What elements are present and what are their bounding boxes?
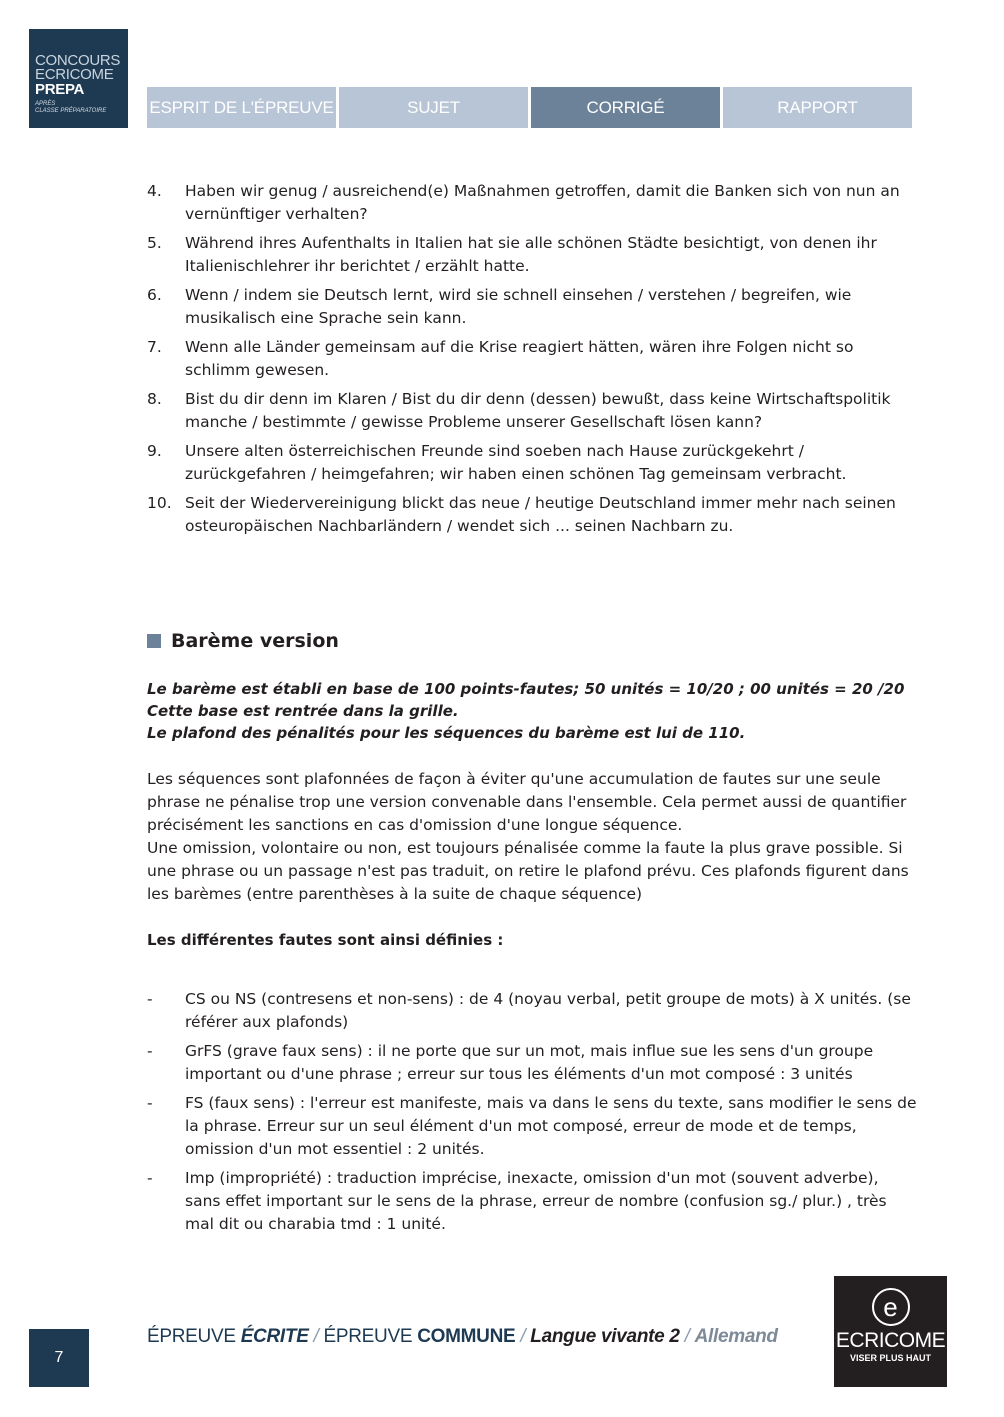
dash-bullet: - [147, 1042, 153, 1060]
translation-answers-list [147, 180, 917, 538]
list-item [147, 1092, 917, 1161]
list-item [147, 232, 917, 278]
tab-rapport[interactable]: RAPPORT [723, 87, 912, 128]
footer-epreuve-1: ÉPREUVE [147, 1326, 241, 1347]
section-title: Barème version [171, 630, 339, 652]
bareme-rules [147, 678, 917, 744]
list-item [147, 492, 917, 538]
paragraph-text: Une omission, volontaire ou non, est toujours pénalisée comme la faute la plus grave possible. Si une phrase ou un passage n'est pas traduit, on retire le plafond prévu. Ces plafonds figurent dans les barèmes (entre parenthèses à la suite de chaque séquence) [147, 839, 909, 903]
logo-line-ecricome: ECRICOME [35, 66, 114, 83]
bareme-rule-line: Le plafond des pénalités pour les séquences du barème est lui de 110. [147, 724, 746, 742]
dash-bullet: - [147, 1169, 153, 1187]
footer-separator: / [679, 1326, 695, 1347]
footer-ecrite: ÉCRITE [240, 1326, 309, 1347]
section-tabs [147, 87, 912, 128]
bareme-rule-line: Cette base est rentrée dans la grille. [147, 702, 459, 720]
list-item [147, 988, 917, 1034]
fault-text: CS ou NS (contresens et non-sens) : de 4 (noyau verbal, petit groupe de mots) à X unités. (se référer aux plafonds) [185, 990, 911, 1031]
item-text: Unsere alten österreichischen Freunde sind soeben nach Hause zurückgekehrt / zurückgefahren / heimgefahren; wir haben einen schönen Tag gemeinsam verbracht. [185, 442, 847, 483]
brand-name: ECRICOME [835, 1329, 946, 1352]
item-text: Haben wir genug / ausreichend(e) Maßnahmen getroffen, damit die Banken sich von nun an vernünftiger verhalten? [185, 182, 900, 223]
ecricome-brand-logo [834, 1276, 947, 1387]
list-item [147, 1040, 917, 1086]
tab-sujet[interactable]: SUJET [339, 87, 528, 128]
list-item [147, 284, 917, 330]
list-item [147, 440, 917, 486]
fault-text: Imp (impropriété) : traduction imprécise, inexacte, omission d'un mot (souvent adverbe), sans effet important sur le sens de la phrase, erreur de nombre (confusion sg./ plur.) , très mal dit ou charabia tmd : 1 unité. [185, 1169, 887, 1233]
footer-commune: COMMUNE [417, 1326, 516, 1347]
item-number: 9. [147, 442, 162, 460]
bareme-rule-line: Le barème est établi en base de 100 points-fautes; 50 unités = 10/20 ; 00 unités = 20 /20 [147, 680, 905, 698]
faults-list [147, 988, 917, 1236]
dash-bullet: - [147, 1094, 153, 1112]
fault-text: GrFS (grave faux sens) : il ne porte que sur un mot, mais influe sue les sens d'un groupe important ou d'une phrase ; erreur sur tous les éléments d'un mot composé : 3 unités [185, 1042, 874, 1083]
footer-langue-vivante: Langue vivante 2 [530, 1326, 680, 1347]
item-text: Wenn alle Länder gemeinsam auf die Krise reagiert hätten, wären ihre Folgen nicht so schlimm gewesen. [185, 338, 854, 379]
concours-ecricome-prepa-logo [29, 29, 128, 128]
item-number: 8. [147, 390, 162, 408]
item-number: 4. [147, 182, 162, 200]
explanation-paragraph [147, 768, 917, 906]
tab-corrige[interactable]: CORRIGÉ [531, 87, 720, 128]
item-number: 5. [147, 234, 162, 252]
item-text: Bist du dir denn im Klaren / Bist du dir denn (dessen) bewußt, dass keine Wirtschaftspolitik manche / bestimmte / gewisse Probleme unserer Gesellschaft lösen kann? [185, 390, 891, 431]
footer-allemand: Allemand [694, 1326, 778, 1347]
section-heading [147, 629, 917, 653]
logo-line-concours: CONCOURS [35, 52, 121, 69]
item-number: 10. [147, 494, 172, 512]
list-item [147, 180, 917, 226]
footer-title [147, 1326, 778, 1348]
square-bullet-icon [147, 634, 161, 648]
item-text: Wenn / indem sie Deutsch lernt, wird sie schnell einsehen / verstehen / begreifen, wie musikalisch eine Sprache sein kann. [185, 286, 852, 327]
list-item [147, 1167, 917, 1236]
footer-separator: / [308, 1326, 324, 1347]
logo-line-apres: APRÈS CLASSE PRÉPARATOIRE [35, 101, 107, 114]
item-number: 6. [147, 286, 162, 304]
main-content [147, 180, 917, 1242]
brand-tagline: VISER PLUS HAUT [849, 1353, 931, 1363]
paragraph-text: Les séquences sont plafonnées de façon à éviter qu'une accumulation de fautes sur une seule phrase ne pénalise trop une version convenable dans l'ensemble. Cela permet aussi de quantifier précisément les sanctions en cas d'omission d'une longue séquence. [147, 770, 907, 834]
ecricome-e-icon: e [872, 1288, 910, 1326]
fault-text: FS (faux sens) : l'erreur est manifeste, mais va dans le sens du texte, sans modifier le sens de la phrase. Erreur sur un seul élément d'un mot composé, erreur de mode et de temps, omission d'un mot essentiel : 2 unités. [185, 1094, 917, 1158]
footer-separator: / [515, 1326, 531, 1347]
footer-epreuve-2: ÉPREUVE [323, 1326, 418, 1347]
item-number: 7. [147, 338, 162, 356]
list-item [147, 388, 917, 434]
tab-esprit-de-l-epreuve[interactable]: ESPRIT DE L'ÉPREUVE [147, 87, 336, 128]
logo-line-prepa: PREPA [35, 81, 85, 98]
item-text: Seit der Wiedervereinigung blickt das neue / heutige Deutschland immer mehr nach seinen osteuropäischen Nachbarländern / wendet sich ... seinen Nachbarn zu. [185, 494, 896, 535]
item-text: Während ihres Aufenthalts in Italien hat sie alle schönen Städte besichtigt, von denen ihr Italienischlehrer ihr berichtet / erzählt hatte. [185, 234, 877, 275]
faults-subheading: Les différentes fautes sont ainsi définies : [147, 931, 504, 949]
dash-bullet: - [147, 990, 153, 1008]
page-number: 7 [29, 1329, 89, 1387]
list-item [147, 336, 917, 382]
